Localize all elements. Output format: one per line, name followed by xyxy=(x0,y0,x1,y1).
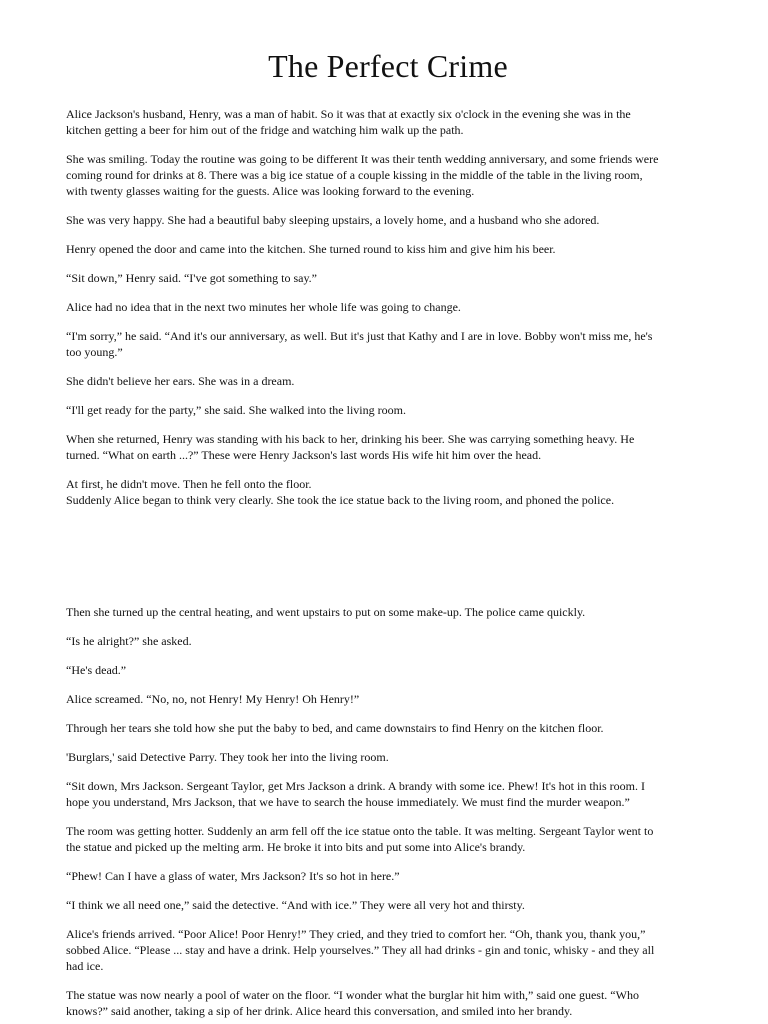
story-paragraph xyxy=(66,720,710,736)
paragraph-line: Suddenly Alice began to think very clearly. She took the ice statue back to the living room, and phoned the police. xyxy=(66,493,615,507)
paragraph-line: The statue was now nearly a pool of water on the floor. “I wonder what the burglar hit him with,” said one guest. “Who xyxy=(66,988,639,1002)
paragraph-line: hope you understand, Mrs Jackson, that we have to search the house immediately. We must find the murder weapon.” xyxy=(66,795,630,809)
paragraph-line: “He's dead.” xyxy=(66,663,127,677)
story-paragraph xyxy=(66,270,710,286)
paragraph-line: too young.” xyxy=(66,345,123,359)
story-paragraph xyxy=(66,476,710,508)
paragraph-line: knows?” said another, taking a sip of her drink. Alice heard this conversation, and smiled into her brandy. xyxy=(66,1004,573,1018)
paragraph-line: “Sit down,” Henry said. “I've got something to say.” xyxy=(66,271,317,285)
paragraph-line: She was very happy. She had a beautiful baby sleeping upstairs, a lovely home, and a husband who she adored. xyxy=(66,213,600,227)
story-paragraph xyxy=(66,749,710,765)
paragraph-line: kitchen getting a beer for him out of the fridge and watching him walk up the path. xyxy=(66,123,464,137)
paragraph-line: “Phew! Can I have a glass of water, Mrs Jackson? It's so hot in here.” xyxy=(66,869,400,883)
story-paragraph xyxy=(66,241,710,257)
story-paragraph xyxy=(66,926,710,974)
paragraph-line: “Sit down, Mrs Jackson. Sergeant Taylor, get Mrs Jackson a drink. A brandy with some ice. Phew! It's hot in this room. I xyxy=(66,779,645,793)
paragraph-line: “Is he alright?” she asked. xyxy=(66,634,192,648)
paragraph-line: When she returned, Henry was standing with his back to her, drinking his beer. She was carrying something heavy. He xyxy=(66,432,635,446)
story-paragraph xyxy=(66,106,710,138)
paragraph-line: with twenty glasses waiting for the guests. Alice was looking forward to the evening. xyxy=(66,184,475,198)
paragraph-line: had ice. xyxy=(66,959,104,973)
paragraph-line: Alice had no idea that in the next two minutes her whole life was going to change. xyxy=(66,300,461,314)
story-body xyxy=(66,106,710,1019)
story-paragraph xyxy=(66,778,710,810)
story-paragraph xyxy=(66,633,710,649)
story-paragraph xyxy=(66,402,710,418)
paragraph-line: sobbed Alice. “Please ... stay and have a drink. Help yourselves.” They all had drinks - gin and tonic, whisky - and they all xyxy=(66,943,655,957)
paragraph-line: Henry opened the door and came into the kitchen. She turned round to kiss him and give him his beer. xyxy=(66,242,556,256)
page-title: The Perfect Crime xyxy=(268,48,508,84)
paragraph-line: the statue and picked up the melting arm. He broke it into bits and put some into Alice's brandy. xyxy=(66,840,526,854)
story-paragraph xyxy=(66,897,710,913)
story-paragraph xyxy=(66,431,710,463)
story-paragraph xyxy=(66,151,710,199)
story-paragraph xyxy=(66,987,710,1019)
paragraph-line: turned. “What on earth ...?” These were Henry Jackson's last words His wife hit him over the head. xyxy=(66,448,542,462)
story-paragraph xyxy=(66,691,710,707)
paragraph-line: “I think we all need one,” said the detective. “And with ice.” They were all very hot and thirsty. xyxy=(66,898,525,912)
blank-space xyxy=(66,508,710,604)
story-paragraph xyxy=(66,868,710,884)
paragraph-line: Alice Jackson's husband, Henry, was a man of habit. So it was that at exactly six o'clock in the evening she was in the xyxy=(66,107,631,121)
paragraph-line: The room was getting hotter. Suddenly an arm fell off the ice statue onto the table. It was melting. Sergeant Taylor went to xyxy=(66,824,654,838)
paragraph-line: coming round for drinks at 8. There was a big ice statue of a couple kissing in the middle of the table in the living room, xyxy=(66,168,643,182)
paragraph-line: She was smiling. Today the routine was going to be different It was their tenth wedding anniversary, and some friends were xyxy=(66,152,659,166)
story-paragraph xyxy=(66,299,710,315)
paragraph-line: “I'm sorry,” he said. “And it's our anniversary, as well. But it's just that Kathy and I are in love. Bobby won't miss me, he's xyxy=(66,329,653,343)
story-paragraph xyxy=(66,823,710,855)
story-paragraph xyxy=(66,662,710,678)
paragraph-line: Through her tears she told how she put the baby to bed, and came downstairs to find Henry on the kitchen floor. xyxy=(66,721,604,735)
paragraph-line: “I'll get ready for the party,” she said. She walked into the living room. xyxy=(66,403,406,417)
paragraph-line: Then she turned up the central heating, and went upstairs to put on some make-up. The police came quickly. xyxy=(66,605,586,619)
story-paragraph xyxy=(66,373,710,389)
story-paragraph xyxy=(66,328,710,360)
paragraph-line: She didn't believe her ears. She was in a dream. xyxy=(66,374,295,388)
paragraph-line: 'Burglars,' said Detective Parry. They took her into the living room. xyxy=(66,750,389,764)
story-paragraph xyxy=(66,212,710,228)
story-paragraph xyxy=(66,604,710,620)
paragraph-line: Alice screamed. “No, no, not Henry! My Henry! Oh Henry!” xyxy=(66,692,360,706)
paragraph-line: At first, he didn't move. Then he fell onto the floor. xyxy=(66,477,312,491)
paragraph-line: Alice's friends arrived. “Poor Alice! Poor Henry!” They cried, and they tried to comfort her. “Oh, thank you, thank you,” xyxy=(66,927,646,941)
